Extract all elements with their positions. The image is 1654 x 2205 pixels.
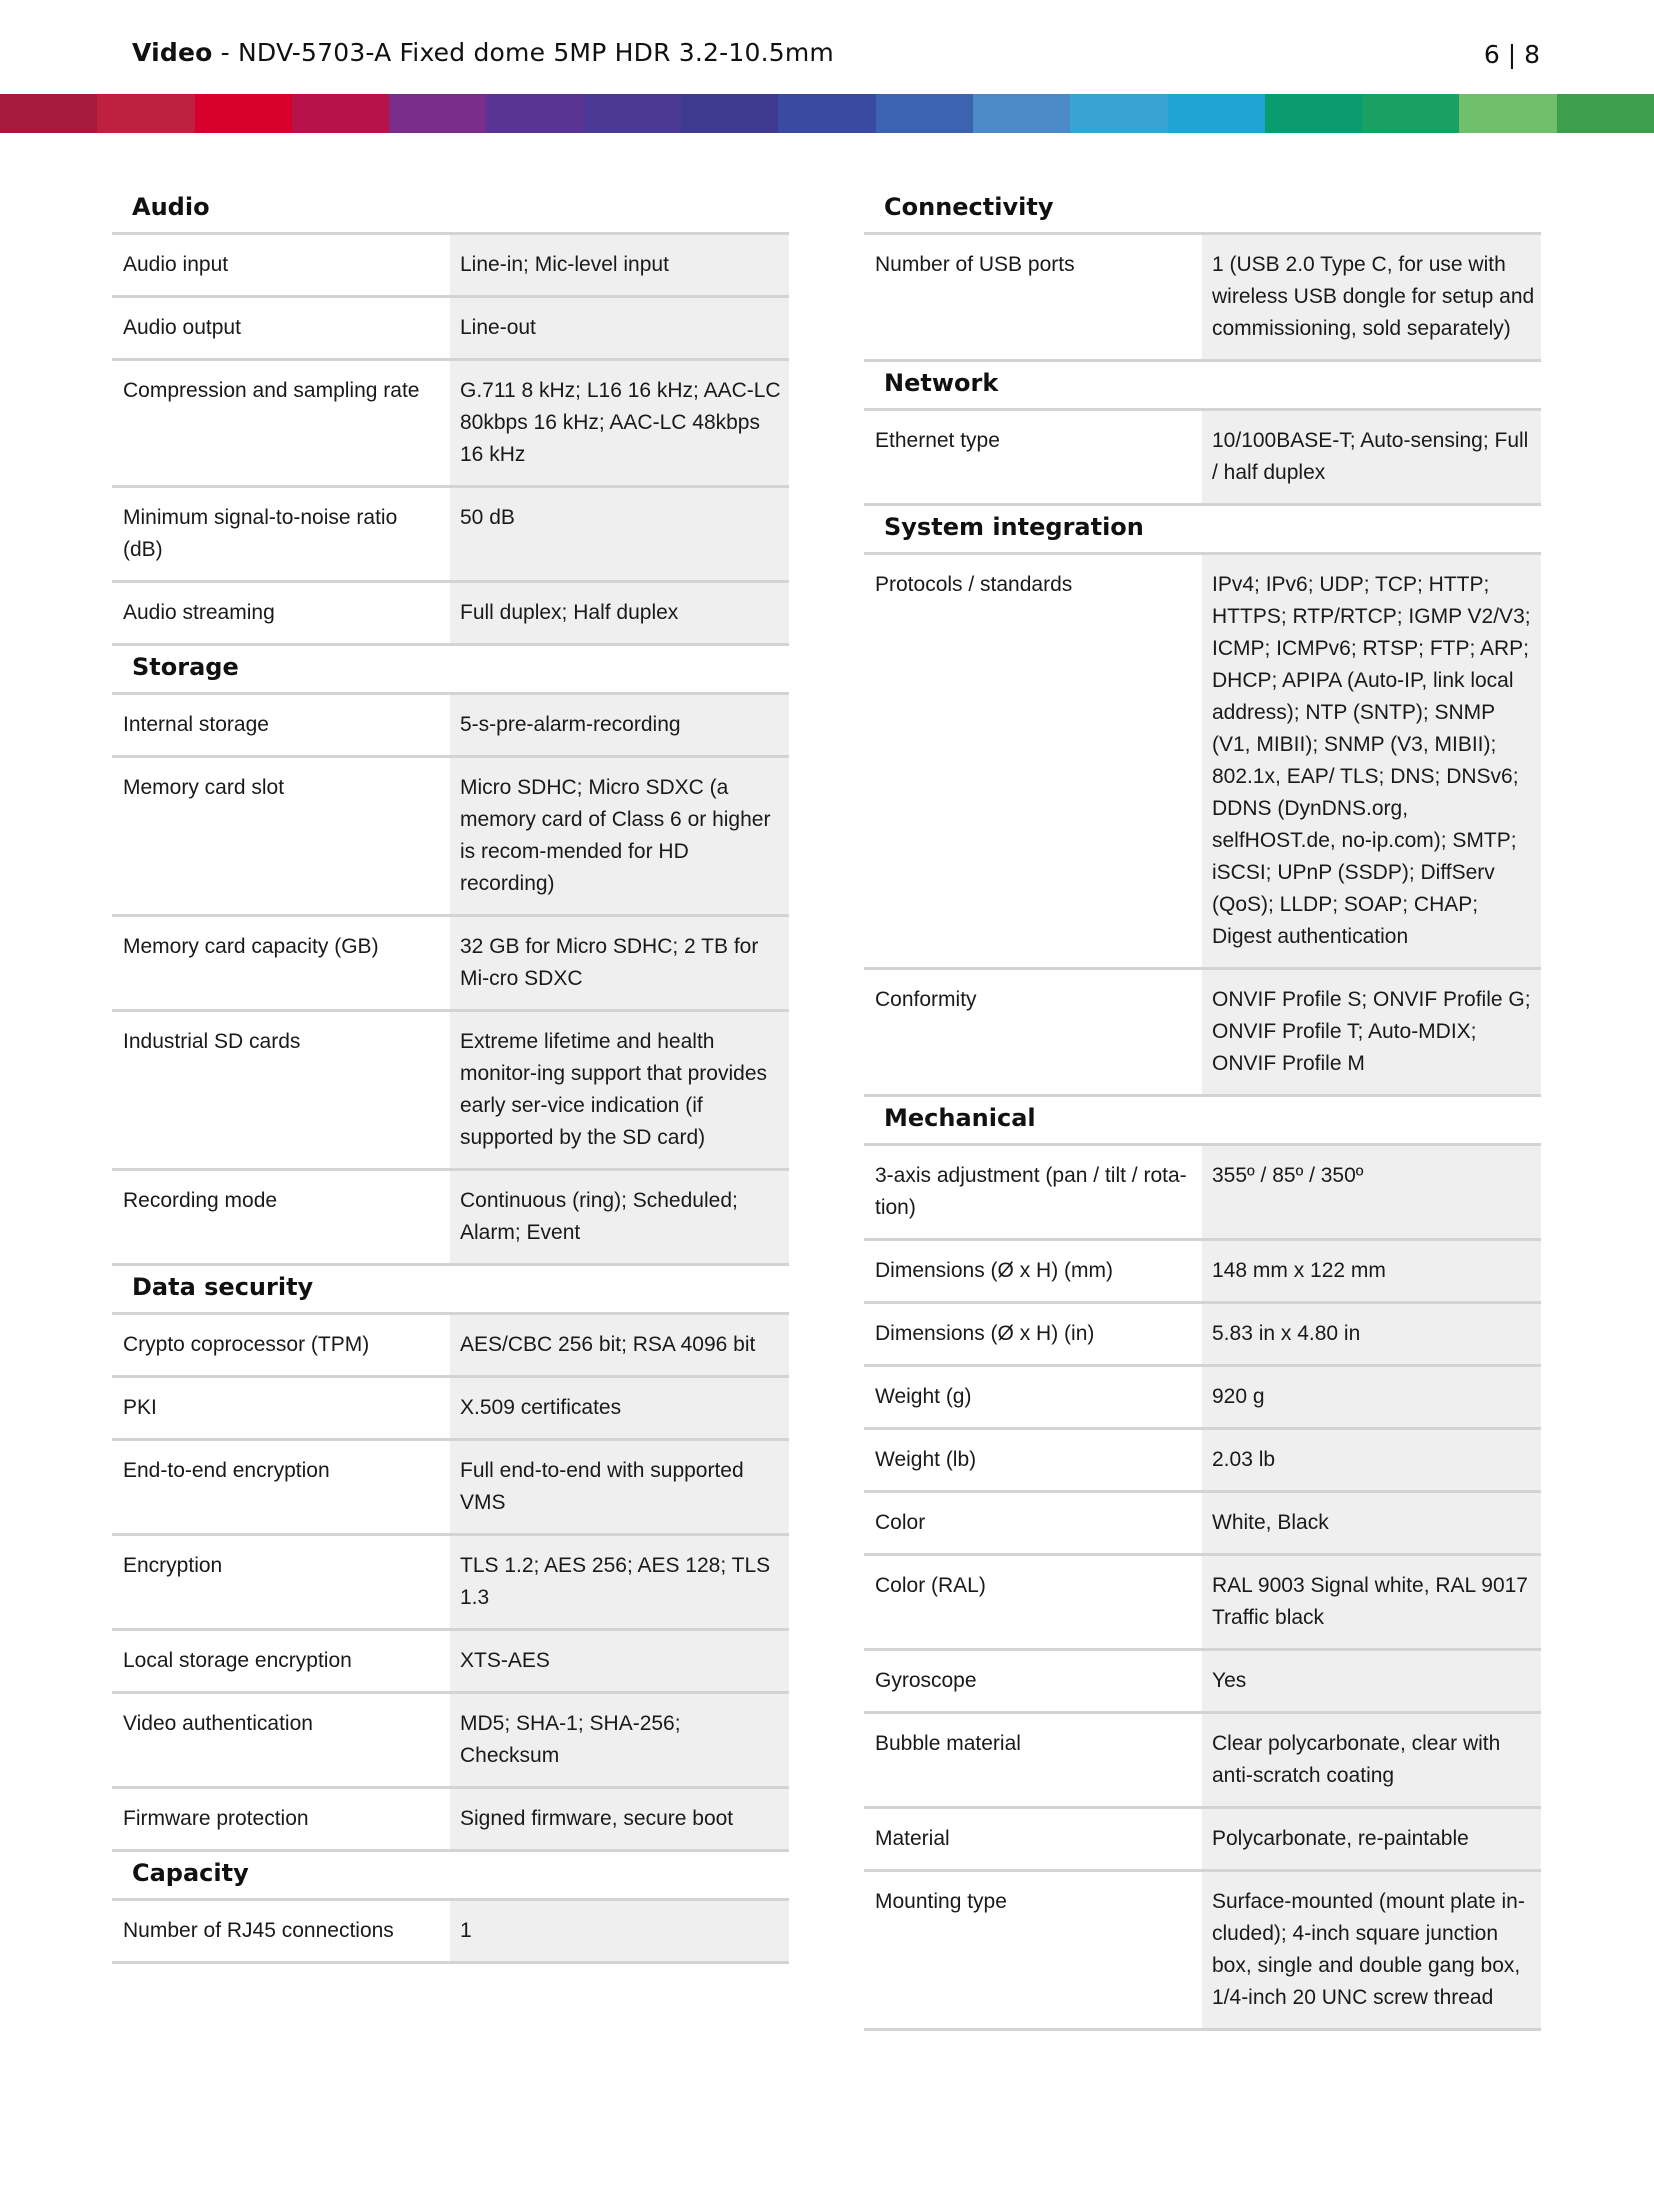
spec-row: [112, 1378, 789, 1441]
spec-row: [112, 298, 789, 361]
right-spec-column: [864, 186, 1541, 2031]
spec-section-network: [864, 362, 1541, 506]
spec-label: Memory card slot: [112, 758, 450, 914]
spec-value: Clear polycarbonate, clear with anti-scratch coating: [1202, 1714, 1541, 1806]
spec-row: [112, 1441, 789, 1536]
section-title: Audio: [112, 186, 789, 235]
spec-value: IPv4; IPv6; UDP; TCP; HTTP; HTTPS; RTP/RTCP; IGMP V2/V3; ICMP; ICMPv6; RTSP; FTP; ARP; DHCP; APIPA (Auto-IP, link local address); NTP (SNTP); SNMP (V1, MIBII); SNMP (V3, MIBII); 802.1x, EAP/ TLS; DNS; DNSv6; DDNS (DynDNS.org, selfHOST.de, no-ip.com); SMTP; iSCSI; UPnP (SSDP); DiffServ (QoS); LLDP; SOAP; CHAP; Digest authentication: [1202, 555, 1541, 967]
spec-label: Internal storage: [112, 695, 450, 755]
spec-value: Line-out: [450, 298, 789, 358]
spec-label: Weight (g): [864, 1367, 1202, 1427]
left-spec-column: [112, 186, 789, 1964]
spec-row: [112, 1694, 789, 1789]
spec-section-mechanical: [864, 1097, 1541, 2031]
spec-value: 355º / 85º / 350º: [1202, 1146, 1541, 1238]
spec-label: Protocols / standards: [864, 555, 1202, 967]
section-title: Network: [864, 362, 1541, 411]
stripe-segment: [1070, 94, 1167, 133]
spec-row: [864, 1304, 1541, 1367]
spec-row: [864, 411, 1541, 506]
spec-label: Local storage encryption: [112, 1631, 450, 1691]
spec-label: Material: [864, 1809, 1202, 1869]
spec-row: [864, 555, 1541, 970]
spec-section-audio: [112, 186, 789, 646]
spec-row: [112, 917, 789, 1012]
spec-value: 2.03 lb: [1202, 1430, 1541, 1490]
stripe-segment: [1557, 94, 1654, 133]
spec-value: MD5; SHA-1; SHA-256; Checksum: [450, 1694, 789, 1786]
spec-value: Micro SDHC; Micro SDXC (a memory card of Class 6 or higher is recom-mended for HD recording): [450, 758, 789, 914]
spec-label: Minimum signal-to-noise ratio (dB): [112, 488, 450, 580]
spec-label: Number of USB ports: [864, 235, 1202, 359]
spec-label: Recording mode: [112, 1171, 450, 1263]
spec-row: [864, 235, 1541, 362]
spec-label: Audio streaming: [112, 583, 450, 643]
document-title-category: Video: [132, 38, 213, 67]
spec-label: Ethernet type: [864, 411, 1202, 503]
spec-label: 3-axis adjustment (pan / tilt / rota-tion): [864, 1146, 1202, 1238]
spec-value: Surface-mounted (mount plate in-cluded); 4-inch square junction box, single and double gang box, 1/4-inch 20 UNC screw thread: [1202, 1872, 1541, 2028]
spec-value: 50 dB: [450, 488, 789, 580]
spec-label: Video authentication: [112, 1694, 450, 1786]
spec-label: PKI: [112, 1378, 450, 1438]
spec-label: Audio output: [112, 298, 450, 358]
stripe-segment: [681, 94, 778, 133]
spec-value: 5.83 in x 4.80 in: [1202, 1304, 1541, 1364]
spec-value: Full end-to-end with supported VMS: [450, 1441, 789, 1533]
spec-section-storage: [112, 646, 789, 1266]
stripe-segment: [292, 94, 389, 133]
spec-value: 10/100BASE-T; Auto-sensing; Full / half duplex: [1202, 411, 1541, 503]
spec-row: [864, 1556, 1541, 1651]
spec-label: Industrial SD cards: [112, 1012, 450, 1168]
spec-value: 32 GB for Micro SDHC; 2 TB for Mi-cro SDXC: [450, 917, 789, 1009]
spec-row: [864, 1651, 1541, 1714]
spec-value: RAL 9003 Signal white, RAL 9017 Traffic black: [1202, 1556, 1541, 1648]
spec-section-system-integration: [864, 506, 1541, 1097]
spec-row: [112, 235, 789, 298]
stripe-segment: [1362, 94, 1459, 133]
spec-label: Dimensions (Ø x H) (in): [864, 1304, 1202, 1364]
spec-row: [112, 1901, 789, 1964]
spec-label: Crypto coprocessor (TPM): [112, 1315, 450, 1375]
spec-row: [112, 695, 789, 758]
page-number: 6 | 8: [1483, 40, 1540, 69]
spec-row: [112, 361, 789, 488]
stripe-segment: [486, 94, 583, 133]
stripe-segment: [778, 94, 875, 133]
stripe-segment: [1168, 94, 1265, 133]
spec-label: Number of RJ45 connections: [112, 1901, 450, 1961]
spec-value: 1 (USB 2.0 Type C, for use with wireless USB dongle for setup and commissioning, sold separately): [1202, 235, 1541, 359]
spec-row: [864, 1241, 1541, 1304]
spec-row: [864, 1367, 1541, 1430]
spec-value: AES/CBC 256 bit; RSA 4096 bit: [450, 1315, 789, 1375]
spec-label: Color (RAL): [864, 1556, 1202, 1648]
spec-row: [112, 1536, 789, 1631]
spec-value: ONVIF Profile S; ONVIF Profile G; ONVIF Profile T; Auto-MDIX; ONVIF Profile M: [1202, 970, 1541, 1094]
stripe-segment: [0, 94, 97, 133]
spec-label: Gyroscope: [864, 1651, 1202, 1711]
section-title: Mechanical: [864, 1097, 1541, 1146]
spec-value: Signed firmware, secure boot: [450, 1789, 789, 1849]
spec-label: Compression and sampling rate: [112, 361, 450, 485]
spec-row: [864, 970, 1541, 1097]
spec-row: [864, 1872, 1541, 2031]
spec-row: [864, 1714, 1541, 1809]
stripe-segment: [1265, 94, 1362, 133]
spec-value: Line-in; Mic-level input: [450, 235, 789, 295]
spec-row: [112, 758, 789, 917]
spec-section-connectivity: [864, 186, 1541, 362]
spec-value: Yes: [1202, 1651, 1541, 1711]
section-title: Capacity: [112, 1852, 789, 1901]
spec-value: Extreme lifetime and health monitor-ing support that provides early ser-vice indication (if supported by the SD card): [450, 1012, 789, 1168]
spec-value: Continuous (ring); Scheduled; Alarm; Event: [450, 1171, 789, 1263]
spec-row: [864, 1430, 1541, 1493]
spec-value: XTS-AES: [450, 1631, 789, 1691]
stripe-segment: [584, 94, 681, 133]
spec-row: [864, 1809, 1541, 1872]
spec-label: Color: [864, 1493, 1202, 1553]
page-header: [0, 0, 1654, 94]
spec-row: [864, 1146, 1541, 1241]
stripe-segment: [195, 94, 292, 133]
spec-row: [112, 1789, 789, 1852]
spec-label: Firmware protection: [112, 1789, 450, 1849]
spec-value: X.509 certificates: [450, 1378, 789, 1438]
spec-label: Conformity: [864, 970, 1202, 1094]
spec-label: Weight (lb): [864, 1430, 1202, 1490]
section-title: System integration: [864, 506, 1541, 555]
stripe-segment: [973, 94, 1070, 133]
document-title-product: - NDV-5703-A Fixed dome 5MP HDR 3.2-10.5mm: [212, 38, 834, 67]
spec-value: White, Black: [1202, 1493, 1541, 1553]
spec-value: TLS 1.2; AES 256; AES 128; TLS 1.3: [450, 1536, 789, 1628]
spec-label: Audio input: [112, 235, 450, 295]
spec-row: [112, 1315, 789, 1378]
section-title: Connectivity: [864, 186, 1541, 235]
section-title: Data security: [112, 1266, 789, 1315]
spec-value: Full duplex; Half duplex: [450, 583, 789, 643]
spec-value: Polycarbonate, re-paintable: [1202, 1809, 1541, 1869]
spec-label: Memory card capacity (GB): [112, 917, 450, 1009]
section-title: Storage: [112, 646, 789, 695]
spec-row: [112, 1631, 789, 1694]
spec-row: [112, 1171, 789, 1266]
spec-label: Mounting type: [864, 1872, 1202, 2028]
spec-value: 5-s-pre-alarm-recording: [450, 695, 789, 755]
spec-label: Encryption: [112, 1536, 450, 1628]
spec-label: End-to-end encryption: [112, 1441, 450, 1533]
stripe-segment: [1459, 94, 1556, 133]
spec-section-data-security: [112, 1266, 789, 1852]
spec-label: Bubble material: [864, 1714, 1202, 1806]
spec-section-capacity: [112, 1852, 789, 1964]
spec-value: G.711 8 kHz; L16 16 kHz; AAC-LC 80kbps 16 kHz; AAC-LC 48kbps 16 kHz: [450, 361, 789, 485]
spec-row: [112, 1012, 789, 1171]
document-title: [132, 38, 834, 67]
stripe-segment: [389, 94, 486, 133]
spec-value: 1: [450, 1901, 789, 1961]
spec-value: 920 g: [1202, 1367, 1541, 1427]
stripe-segment: [97, 94, 194, 133]
stripe-segment: [876, 94, 973, 133]
spec-value: 148 mm x 122 mm: [1202, 1241, 1541, 1301]
spec-row: [112, 583, 789, 646]
spec-row: [864, 1493, 1541, 1556]
brand-color-stripe: [0, 94, 1654, 133]
spec-row: [112, 488, 789, 583]
spec-label: Dimensions (Ø x H) (mm): [864, 1241, 1202, 1301]
